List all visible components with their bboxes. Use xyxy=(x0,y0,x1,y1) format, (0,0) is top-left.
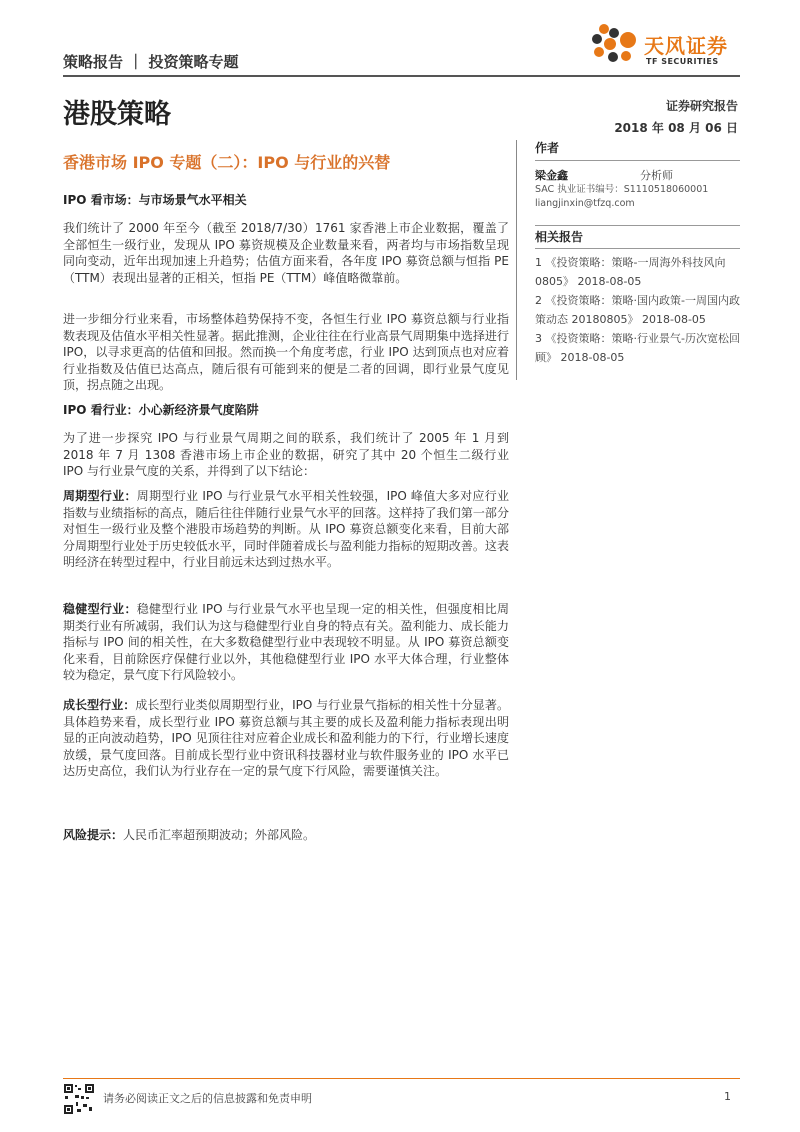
brand-name-cn: 天风证券 xyxy=(644,34,728,58)
report-date: 2018 年 08 月 06 日 xyxy=(614,121,738,135)
page-number: 1 xyxy=(724,1090,731,1103)
qr-code-icon xyxy=(63,1083,95,1115)
paragraph-growth xyxy=(63,697,509,780)
brand-name-en: TF SECURITIES xyxy=(646,57,719,66)
related-report-item[interactable]: 3 《投资策略：策略·行业景气-历次宽松回顾》 2018-08-05 xyxy=(535,332,740,364)
related-label: 相关报告 xyxy=(535,230,584,244)
paragraph-1: 我们统计了 2000 年至今（截至 2018/7/30）1761 家香港上市企业数据，覆盖了全部恒生一级行业，发现从 IPO 募资规模及企业数量来看，两者均与市场指数呈现同向变动，近年出现加速上升趋势；估值方面来看，各年度 IPO 募资总额与恒指 PE（TTM）表现出显著的正相关，恒指 PE（TTM）峰值略微靠前。 xyxy=(63,221,509,285)
section-heading-market: IPO 看市场：与市场景气水平相关 xyxy=(63,193,247,207)
author-label: 作者 xyxy=(535,141,560,155)
section-heading-industry: IPO 看行业：小心新经济景气度陷阱 xyxy=(63,403,259,417)
paragraph-3: 为了进一步探究 IPO 与行业景气周期之间的联系，我们统计了 2005 年 1 月到 2018 年 7 月 1308 香港市场上市企业的数据，研究了其中 20 个恒生二级行业 IPO 与行业景气度的关系，并得到了以下结论： xyxy=(63,431,509,479)
column-divider xyxy=(516,140,517,380)
defensive-text: 稳健型行业 IPO 与行业景气水平也呈现一定的相关性，但强度相比周期类行业有所减弱，我们认为这与稳健型行业自身的特点有关。盈利能力、成长能力指标与 IPO 间的相关性，在大多数稳健型行业中表现较不明显。从 IPO 募资总额变化来看，目前除医疗保健行业以外，其他稳健型行业 IPO 水平大体合理，行业整体较为稳定，景气度下行风险较小。 xyxy=(63,602,509,683)
risk-warning xyxy=(63,827,509,844)
author-email[interactable]: liangjinxin@tfzq.com xyxy=(535,198,635,209)
report-category: 策略报告 ｜ 投资策略专题 xyxy=(63,53,239,71)
author-sac: SAC 执业证书编号：S1110518060001 xyxy=(535,184,709,195)
report-type: 证券研究报告 xyxy=(665,99,738,113)
cyclical-lead: 周期型行业： xyxy=(63,489,137,503)
report-subtitle: 香港市场 IPO 专题（二）：IPO 与行业的兴替 xyxy=(63,153,391,172)
related-top-divider xyxy=(535,225,740,226)
paragraph-defensive xyxy=(63,601,509,684)
footer-divider xyxy=(63,1078,740,1079)
author-name: 梁金鑫 xyxy=(535,169,568,182)
disclaimer-link[interactable]: 请务必阅读正文之后的信息披露和免责申明 xyxy=(103,1092,312,1105)
header-divider xyxy=(63,75,740,77)
defensive-lead: 稳健型行业： xyxy=(63,602,137,616)
author-role: 分析师 xyxy=(640,169,673,182)
related-divider xyxy=(535,248,740,249)
related-report-item[interactable]: 2 《投资策略：策略·国内政策-一周国内政策动态 20180805》 2018-08-05 xyxy=(535,294,740,326)
related-report-item[interactable]: 1 《投资策略：策略-一周海外科技风向 0805》 2018-08-05 xyxy=(535,256,726,288)
cyclical-text: 周期型行业 IPO 与行业景气水平相关性较强，IPO 峰值大多对应行业指数与业绩指标的高点，随后往往伴随行业景气水平的回落。这样持了我们第一部分对恒生一级行业及整个港股市场趋势的判断。从 IPO 募资总额变化来看，目前大部分周期型行业处于历史较低水平，同时伴随着成长与盈利能力指标的短期改善。这表明经济在转型过程中，行业目前远未达到过热水平。 xyxy=(63,489,509,570)
paragraph-cyclical xyxy=(63,488,509,571)
risk-lead: 风险提示： xyxy=(63,828,124,842)
page-title: 港股策略 xyxy=(63,99,171,130)
growth-lead: 成长型行业： xyxy=(63,698,136,712)
paragraph-2: 进一步细分行业来看，市场整体趋势保持不变，各恒生行业 IPO 募资总额与行业指数表现及估值水平相关性显著。据此推测，企业往往在行业高景气周期集中选择进行 IPO，以寻求更高的估值和回报。然而换一个角度考虑，行业 IPO 达到顶点也对应着行业指数及估值已达高点，随后很有可能到来的便是二者的回调，即行业景气度见顶，拐点随之出现。 xyxy=(63,312,509,393)
growth-text: 成长型行业类似周期型行业，IPO 与行业景气指标的相关性十分显著。具体趋势来看，成长型行业 IPO 募资总额与其主要的成长及盈利能力指标表现出明显的正向波动趋势，IPO 见顶往往对应着企业成长和盈利能力的下行，行业增长速度放缓，景气度回落。目前成长型行业中资讯科技器材业与软件服务业的 IPO 水平已达历史高位，我们认为行业存在一定的景气度下行风险，需要谨慎关注。 xyxy=(63,698,509,779)
author-divider xyxy=(535,160,740,161)
related-reports-section xyxy=(535,225,740,367)
risk-text: 人民币汇率超预期波动；外部风险。 xyxy=(123,828,316,842)
author-section xyxy=(535,139,740,211)
